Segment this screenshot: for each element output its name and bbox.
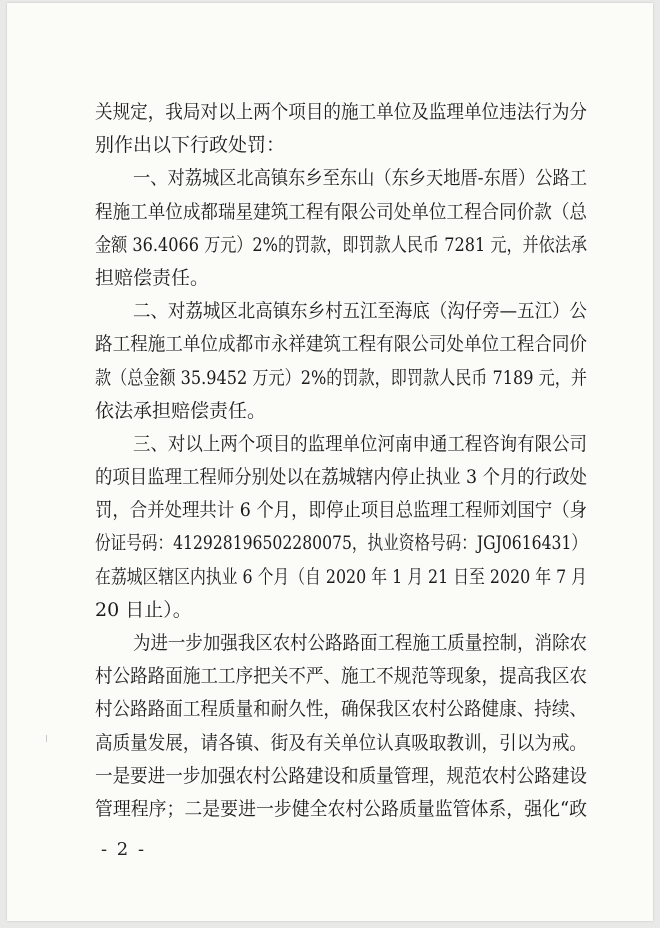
text-line-content: 为进一步加强我区农村公路路面工程施工质量控制，消除农 (133, 632, 587, 654)
text-line-content: 依法承担赔偿责任。 (95, 399, 267, 422)
document-page (7, 3, 653, 921)
text-line-content: 份证号码：412928196502280075，执业资格号码：JGJ0616431） (95, 532, 587, 555)
text-line (7, 96, 653, 129)
text-line (7, 229, 653, 262)
text-line (7, 262, 653, 295)
text-line-content: 一、对荔城区北高镇东乡至东山（东乡天地厝-东厝）公路工 (133, 167, 587, 190)
document-body (7, 96, 653, 826)
text-line-content: 管理程序；二是要进一步健全农村公路质量监管体系，强化“政 (95, 797, 587, 820)
text-line-content: 高质量发展，请各镇、街及有关单位认真吸取教训，引以为戒。 (95, 731, 587, 754)
text-line (7, 395, 653, 428)
text-line-content: 罚，合并处理共计 6 个月，即停止项目总监理工程师刘国宁（身 (95, 499, 587, 522)
text-line (7, 594, 653, 627)
text-line-content: 别作出以下行政处罚： (95, 134, 286, 157)
text-line-content: 担赔偿责任。 (95, 266, 210, 289)
text-line (7, 793, 653, 826)
text-line (7, 494, 653, 527)
text-line-content: 款（总金额 35.9452 万元）2%的罚款，即罚款人民币 7189 元，并 (95, 366, 587, 389)
text-line (7, 561, 653, 594)
text-line (7, 727, 653, 760)
scan-mark (46, 735, 47, 742)
text-line-content: 一是要进一步加强农村公路建设和质量管理，规范农村公路建设 (95, 764, 587, 787)
text-line (7, 362, 653, 395)
text-line (7, 129, 653, 162)
text-line-content: 二、对荔城区北高镇东乡村五江至海底（沟仔旁—五江）公 (133, 300, 587, 323)
paragraph-first-line (7, 295, 653, 328)
text-line-content: 金额 36.4066 万元）2%的罚款，即罚款人民币 7281 元，并依法承 (95, 233, 587, 256)
paragraph-first-line (7, 627, 653, 660)
text-line (7, 196, 653, 229)
text-line (7, 328, 653, 361)
page-number: - 2 - (101, 839, 147, 860)
text-line-content: 三、对以上两个项目的监理单位河南申通工程咨询有限公司 (133, 432, 587, 455)
text-line (7, 760, 653, 793)
text-line-content: 20 日止）。 (95, 598, 192, 621)
text-line (7, 461, 653, 494)
text-line-content: 村公路路面工程质量和耐久性，确保我区农村公路健康、持续、 (95, 698, 587, 721)
paragraph-first-line (7, 162, 653, 195)
text-line (7, 527, 653, 560)
text-line-content: 程施工单位成都瑞星建筑工程有限公司处单位工程合同价款（总 (95, 200, 587, 223)
text-line-content: 在荔城区辖区内执业 6 个月（自 2020 年 1 月 21 日至 2020 年 7 月 (95, 565, 587, 588)
text-line (7, 693, 653, 726)
text-line-content: 村公路路面施工工序把关不严、施工不规范等现象，提高我区农 (95, 665, 587, 688)
text-line-content: 路工程施工单位成都市永祥建筑工程有限公司处单位工程合同价 (95, 333, 587, 356)
text-line-content: 的项目监理工程师分别处以在荔城辖内停止执业 3 个月的行政处 (95, 466, 587, 489)
paragraph-first-line (7, 428, 653, 461)
text-line (7, 660, 653, 693)
text-line-content: 关规定，我局对以上两个项目的施工单位及监理单位违法行为分 (95, 101, 587, 123)
